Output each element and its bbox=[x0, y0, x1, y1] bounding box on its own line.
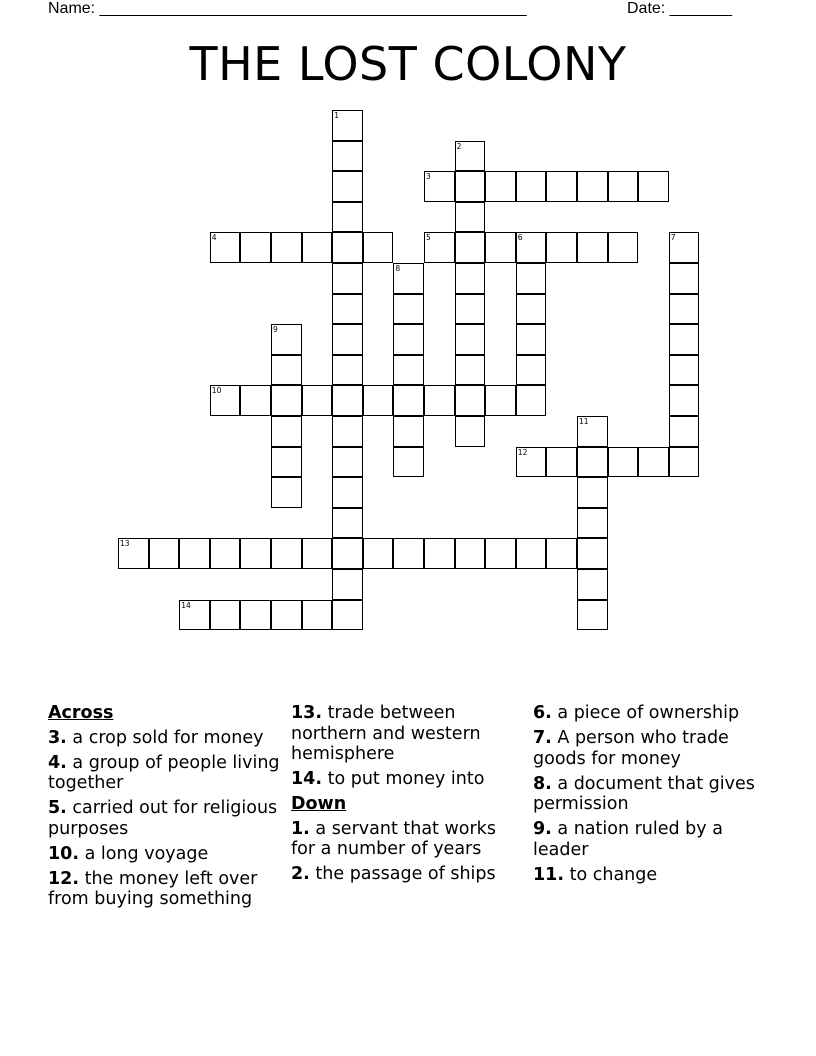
grid-cell[interactable] bbox=[240, 385, 271, 416]
grid-cell[interactable] bbox=[332, 538, 363, 569]
grid-cell[interactable] bbox=[271, 600, 302, 631]
clue-across-10: 10. a long voyage bbox=[48, 843, 209, 864]
grid-cell[interactable] bbox=[332, 447, 363, 478]
grid-cell[interactable] bbox=[669, 355, 700, 386]
grid-cell[interactable] bbox=[669, 324, 700, 355]
clue-number: 14 bbox=[181, 600, 191, 610]
grid-cell[interactable] bbox=[485, 538, 516, 569]
grid-cell[interactable] bbox=[669, 232, 700, 263]
grid-cell[interactable] bbox=[577, 569, 608, 600]
grid-cell[interactable] bbox=[577, 447, 608, 478]
grid-cell[interactable] bbox=[332, 477, 363, 508]
grid-cell[interactable] bbox=[455, 232, 486, 263]
clue-down-6: 6. a piece of ownership bbox=[533, 703, 740, 723]
grid-cell[interactable] bbox=[516, 294, 547, 325]
grid-cell[interactable] bbox=[271, 355, 302, 386]
grid-cell[interactable] bbox=[332, 232, 363, 263]
grid-cell[interactable] bbox=[271, 324, 302, 355]
grid-cell[interactable] bbox=[332, 569, 363, 600]
grid-cell[interactable] bbox=[608, 232, 639, 263]
grid-cell[interactable] bbox=[455, 355, 486, 386]
grid-cell[interactable] bbox=[149, 538, 180, 569]
clue-across-4: 4. a group of people living together bbox=[48, 752, 280, 793]
grid-cell[interactable] bbox=[455, 141, 486, 172]
grid-cell[interactable] bbox=[179, 600, 210, 631]
grid-cell[interactable] bbox=[393, 294, 424, 325]
grid-cell[interactable] bbox=[516, 263, 547, 294]
grid-cell[interactable] bbox=[577, 508, 608, 539]
clue-number: 2 bbox=[456, 141, 462, 151]
clue-number: 8 bbox=[395, 264, 401, 273]
grid-cell[interactable] bbox=[332, 263, 363, 294]
grid-cell[interactable] bbox=[332, 355, 363, 386]
clue-across-14: 14. to put money into bbox=[291, 769, 485, 789]
grid-cell[interactable] bbox=[393, 324, 424, 355]
clue-number: 5 bbox=[426, 233, 431, 243]
grid-cell[interactable] bbox=[363, 385, 394, 416]
grid-cell[interactable] bbox=[516, 324, 547, 355]
grid-cell[interactable] bbox=[608, 171, 639, 202]
grid-cell[interactable] bbox=[332, 324, 363, 355]
grid-cell[interactable] bbox=[424, 385, 455, 416]
grid-cell[interactable] bbox=[577, 538, 608, 569]
clue-number: 11 bbox=[579, 417, 589, 426]
grid-cell[interactable] bbox=[393, 263, 424, 294]
grid-cell[interactable] bbox=[516, 232, 547, 263]
clue-number: 6 bbox=[517, 233, 523, 243]
grid-cell[interactable] bbox=[240, 538, 271, 569]
grid-cell[interactable] bbox=[271, 538, 302, 569]
grid-cell[interactable] bbox=[608, 447, 639, 478]
grid-cell[interactable] bbox=[577, 600, 608, 631]
grid-cell[interactable] bbox=[393, 355, 424, 386]
clue-number: 9 bbox=[273, 325, 278, 335]
grid-cell[interactable] bbox=[332, 294, 363, 325]
grid-cell[interactable] bbox=[577, 232, 608, 263]
grid-cell[interactable] bbox=[302, 385, 333, 416]
grid-cell[interactable] bbox=[669, 385, 700, 416]
grid-cell[interactable] bbox=[271, 477, 302, 508]
grid-cell[interactable] bbox=[332, 508, 363, 539]
clues-column-2 bbox=[291, 703, 523, 889]
grid-cell[interactable] bbox=[546, 538, 577, 569]
grid-cell[interactable] bbox=[393, 416, 424, 447]
grid-cell[interactable] bbox=[332, 600, 363, 631]
clue-down-2: 2. the passage of ships bbox=[291, 864, 496, 884]
clue-down-8: 8. a document that gives permission bbox=[533, 773, 755, 814]
grid-cell[interactable] bbox=[546, 171, 577, 202]
grid-cell[interactable] bbox=[546, 232, 577, 263]
grid-cell[interactable] bbox=[271, 416, 302, 447]
grid-cell[interactable] bbox=[516, 355, 547, 386]
grid-cell[interactable] bbox=[546, 447, 577, 478]
grid-cell[interactable] bbox=[302, 600, 333, 631]
grid-cell[interactable] bbox=[516, 538, 547, 569]
grid-cell[interactable] bbox=[485, 232, 516, 263]
grid-cell[interactable] bbox=[424, 232, 455, 263]
grid-cell[interactable] bbox=[455, 263, 486, 294]
grid-cell[interactable] bbox=[516, 385, 547, 416]
grid-cell[interactable] bbox=[669, 416, 700, 447]
grid-cell[interactable] bbox=[271, 385, 302, 416]
grid-cell[interactable] bbox=[669, 294, 700, 325]
grid-cell[interactable] bbox=[210, 385, 241, 416]
grid-cell[interactable] bbox=[332, 141, 363, 172]
clue-number: 4 bbox=[211, 233, 217, 243]
clue-down-11: 11. to change bbox=[533, 864, 658, 885]
grid-cell[interactable] bbox=[455, 202, 486, 233]
grid-cell[interactable] bbox=[332, 171, 363, 202]
clue-number: 12 bbox=[517, 447, 528, 457]
clue-down-1: 1. a servant that works for a number of years bbox=[291, 818, 496, 859]
grid-cell[interactable] bbox=[332, 202, 363, 233]
grid-cell[interactable] bbox=[455, 416, 486, 447]
clue-number: 3 bbox=[426, 172, 431, 182]
grid-cell[interactable] bbox=[179, 538, 210, 569]
grid-cell[interactable] bbox=[363, 538, 394, 569]
grid-cell[interactable] bbox=[455, 538, 486, 569]
grid-cell[interactable] bbox=[577, 477, 608, 508]
grid-cell[interactable] bbox=[455, 294, 486, 325]
grid-cell[interactable] bbox=[332, 385, 363, 416]
grid-cell[interactable] bbox=[393, 385, 424, 416]
clue-number: 13 bbox=[120, 539, 130, 549]
grid-cell[interactable] bbox=[302, 538, 333, 569]
grid-cell[interactable] bbox=[118, 538, 149, 569]
grid-cell[interactable] bbox=[302, 232, 333, 263]
grid-cell[interactable] bbox=[455, 385, 486, 416]
down-heading: Down bbox=[291, 794, 347, 814]
grid-cell[interactable] bbox=[455, 171, 486, 202]
grid-cell[interactable] bbox=[577, 416, 608, 447]
grid-cell[interactable] bbox=[393, 447, 424, 478]
date-field-label: Date: _______ bbox=[627, 0, 732, 17]
clues-column-3 bbox=[533, 703, 773, 890]
grid-cell[interactable] bbox=[271, 447, 302, 478]
grid-cell[interactable] bbox=[577, 171, 608, 202]
name-field-label: Name: ________________________________________________ bbox=[48, 0, 527, 17]
grid-cell[interactable] bbox=[669, 263, 700, 294]
clues-column-1 bbox=[48, 703, 280, 914]
grid-cell[interactable] bbox=[393, 538, 424, 569]
clue-across-5: 5. carried out for religious purposes bbox=[48, 798, 278, 839]
grid-cell[interactable] bbox=[485, 171, 516, 202]
clue-number: 7 bbox=[670, 233, 676, 243]
grid-cell[interactable] bbox=[516, 447, 547, 478]
grid-cell[interactable] bbox=[424, 171, 455, 202]
grid-cell[interactable] bbox=[485, 385, 516, 416]
clue-down-7: 7. A person who trade goods for money bbox=[533, 728, 729, 769]
clue-across-13: 13. trade between northern and western hemisphere bbox=[291, 703, 481, 764]
grid-cell[interactable] bbox=[210, 600, 241, 631]
grid-cell[interactable] bbox=[332, 416, 363, 447]
grid-cell[interactable] bbox=[638, 447, 669, 478]
across-heading: Across bbox=[48, 703, 114, 723]
grid-cell[interactable] bbox=[210, 232, 241, 263]
clue-across-3: 3. a crop sold for money bbox=[48, 727, 264, 748]
clue-across-12: 12. the money left over from buying something bbox=[48, 868, 258, 909]
grid-cell[interactable] bbox=[332, 110, 363, 141]
grid-cell[interactable] bbox=[638, 171, 669, 202]
grid-cell[interactable] bbox=[363, 232, 394, 263]
grid-cell[interactable] bbox=[424, 538, 455, 569]
clue-number: 10 bbox=[211, 386, 222, 396]
grid-cell[interactable] bbox=[210, 538, 241, 569]
grid-cell[interactable] bbox=[669, 447, 700, 478]
grid-cell[interactable] bbox=[240, 600, 271, 631]
grid-cell[interactable] bbox=[271, 232, 302, 263]
grid-cell[interactable] bbox=[516, 171, 547, 202]
grid-cell[interactable] bbox=[455, 324, 486, 355]
clue-down-9: 9. a nation ruled by a leader bbox=[533, 819, 723, 860]
grid-cell[interactable] bbox=[240, 232, 271, 263]
clue-number: 1 bbox=[334, 111, 339, 120]
page-title: THE LOST COLONY bbox=[189, 37, 627, 91]
